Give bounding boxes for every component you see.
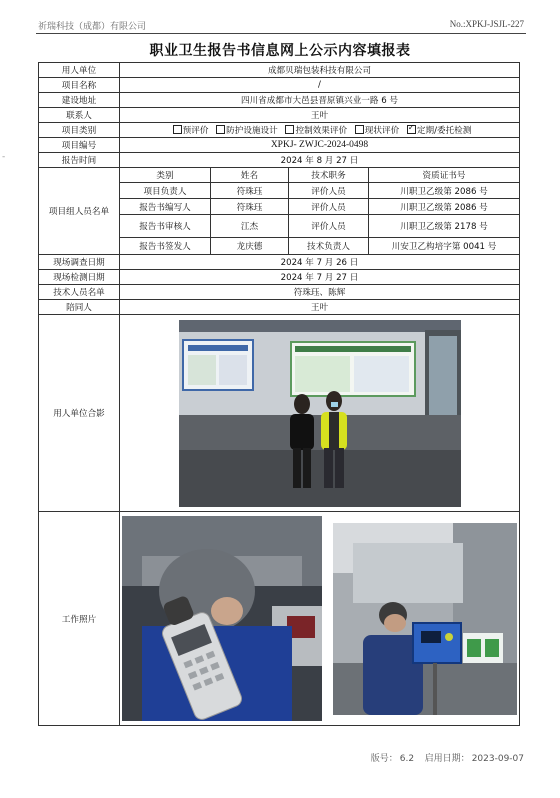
option-pre-eval: 预评价 — [182, 126, 209, 136]
label-employer: 用人单位 — [39, 63, 120, 78]
value-survey-date: 2024 年 7 月 26 日 — [120, 255, 520, 270]
work-photo-sampler — [333, 523, 517, 715]
header-doc-code: No.:XPKJ-JSJL-227 — [449, 19, 524, 29]
member-title: 评价人员 — [289, 183, 369, 199]
report-form-table — [38, 62, 520, 726]
value-category — [120, 123, 520, 138]
label-survey-date: 现场调查日期 — [39, 255, 120, 270]
members-header-title: 技术职务 — [289, 168, 369, 183]
member-title: 评价人员 — [289, 215, 369, 238]
members-header-row — [39, 168, 520, 183]
work-photos-wrap — [120, 514, 519, 724]
checkbox-status-eval[interactable] — [355, 125, 364, 134]
option-protection-design: 防护设施设计 — [226, 126, 278, 136]
value-address: 四川省成都市大邑县晋原镇兴业一路 6 号 — [120, 93, 520, 108]
footer-version: 6.2 — [399, 754, 415, 764]
row-report-date — [39, 153, 520, 168]
value-escort: 王叶 — [120, 300, 520, 315]
member-cert: 川安卫乙构培字第 0041 号 — [369, 238, 520, 255]
work-photo-sound-meter — [122, 516, 322, 721]
member-cert: 川职卫乙级第 2086 号 — [369, 183, 520, 199]
margin-mark: - — [2, 152, 6, 162]
group-photo-cell — [120, 315, 520, 512]
value-employer: 成都贝瑞包装科技有限公司 — [120, 63, 520, 78]
members-header-cert: 资质证书号 — [369, 168, 520, 183]
label-sample-date: 现场检测日期 — [39, 270, 120, 285]
row-sample-date — [39, 270, 520, 285]
label-tech-staff: 技术人员名单 — [39, 285, 120, 300]
header-company: 祈瑞科技（成都）有限公司 — [38, 22, 147, 32]
footer — [369, 751, 524, 764]
row-address — [39, 93, 520, 108]
checkbox-protection-design[interactable] — [216, 125, 225, 134]
option-periodic-testing: 定期/委托检测 — [416, 126, 472, 136]
value-project-no: XPKJ- ZWJC-2024-0498 — [120, 138, 520, 153]
members-header-category: 类别 — [120, 168, 211, 183]
member-name: 符珠珏 — [211, 199, 289, 215]
value-report-date: 2024 年 8 月 27 日 — [120, 153, 520, 168]
member-role: 报告书编写人 — [120, 199, 211, 215]
header-divider — [36, 33, 526, 34]
label-work-photos: 工作照片 — [39, 512, 120, 726]
option-control-eval: 控制效果评价 — [295, 126, 348, 136]
value-sample-date: 2024 年 7 月 27 日 — [120, 270, 520, 285]
row-tech-staff — [39, 285, 520, 300]
label-group-photo: 用人单位合影 — [39, 315, 120, 512]
row-category — [39, 123, 520, 138]
footer-date: 2023-09-07 — [471, 754, 524, 764]
row-survey-date — [39, 255, 520, 270]
group-photo-image — [179, 320, 461, 507]
group-photo — [179, 320, 461, 507]
row-project-name — [39, 78, 520, 93]
label-project-no: 项目编号 — [39, 138, 120, 153]
checkbox-pre-eval[interactable] — [173, 125, 182, 134]
label-category: 项目类别 — [39, 123, 120, 138]
row-employer — [39, 63, 520, 78]
member-name: 江杰 — [211, 215, 289, 238]
value-project-name: / — [120, 78, 520, 93]
member-title: 评价人员 — [289, 199, 369, 215]
checkbox-periodic-testing[interactable] — [407, 125, 416, 134]
member-name: 龙庆德 — [211, 238, 289, 255]
member-cert: 川职卫乙级第 2086 号 — [369, 199, 520, 215]
label-members: 项目组人员名单 — [39, 168, 120, 255]
label-project-name: 项目名称 — [39, 78, 120, 93]
row-group-photo — [39, 315, 520, 512]
member-role: 项目负责人 — [120, 183, 211, 199]
row-contact — [39, 108, 520, 123]
footer-date-label: 启用日期： — [424, 754, 470, 764]
label-contact: 联系人 — [39, 108, 120, 123]
label-report-date: 报告时间 — [39, 153, 120, 168]
checkbox-control-eval[interactable] — [285, 125, 294, 134]
row-project-no — [39, 138, 520, 153]
footer-version-label: 版号： — [370, 754, 398, 764]
option-status-eval: 现状评价 — [364, 126, 400, 136]
member-title: 技术负责人 — [289, 238, 369, 255]
members-header-name: 姓名 — [211, 168, 289, 183]
row-escort — [39, 300, 520, 315]
row-work-photos — [39, 512, 520, 726]
value-contact: 王叶 — [120, 108, 520, 123]
member-name: 符珠珏 — [211, 183, 289, 199]
work-photos-cell — [120, 512, 520, 726]
member-role: 报告书签发人 — [120, 238, 211, 255]
value-tech-staff: 符珠珏、陈辉 — [120, 285, 520, 300]
page-title: 职业卫生报告书信息网上公示内容填报表 — [149, 43, 411, 59]
label-address: 建设地址 — [39, 93, 120, 108]
member-cert: 川职卫乙级第 2178 号 — [369, 215, 520, 238]
member-role: 报告书审核人 — [120, 215, 211, 238]
label-escort: 陪同人 — [39, 300, 120, 315]
